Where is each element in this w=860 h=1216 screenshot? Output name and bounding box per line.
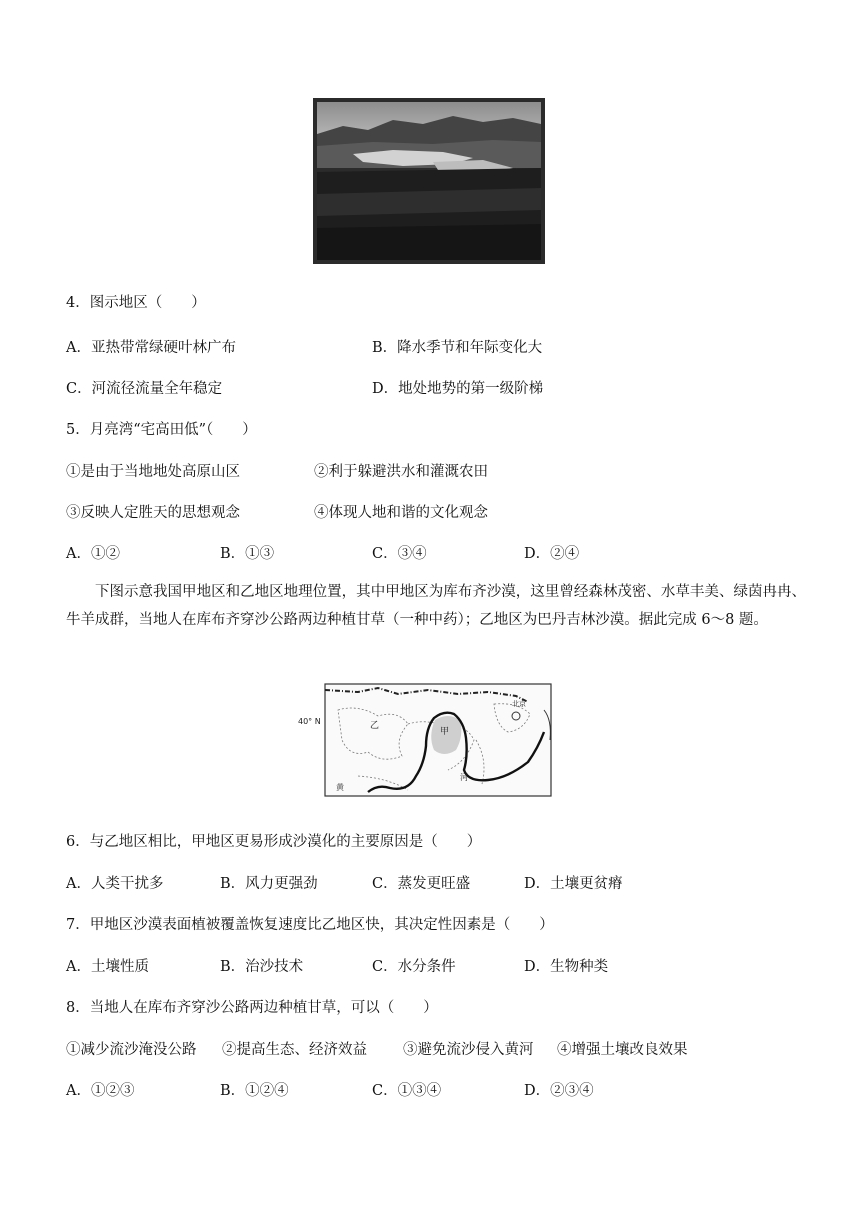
q7-option-b[interactable]: B．治沙技术	[220, 959, 304, 975]
river-huang-label: 黄	[336, 783, 344, 792]
q5-option-a[interactable]: A．①②	[66, 546, 120, 562]
q4-option-b[interactable]: B．降水季节和年际变化大	[372, 340, 543, 356]
landscape-photo	[313, 98, 545, 264]
question-7-stem: 7．甲地区沙漠表面植被覆盖恢复速度比乙地区快，其决定性因素是（ ）	[66, 917, 554, 933]
q4-option-a[interactable]: A．亚热带常绿硬叶林广布	[66, 340, 236, 356]
beijing-label: 北京	[512, 700, 526, 708]
q5-option-b[interactable]: B．①③	[220, 546, 275, 562]
q8-statement-3: ③避免流沙侵入黄河	[403, 1042, 534, 1058]
q5-statement-4: ④体现人地和谐的文化观念	[314, 505, 488, 521]
region-jia-label: 甲	[440, 727, 450, 737]
river-he-label: 河	[460, 773, 468, 782]
q6-option-a[interactable]: A．人类干扰多	[66, 876, 164, 892]
q6-option-c[interactable]: C．蒸发更旺盛	[372, 876, 471, 892]
q5-statement-1: ①是由于当地地处高原山区	[66, 464, 240, 480]
q5-option-d[interactable]: D．②④	[524, 546, 580, 562]
q4-option-d[interactable]: D．地处地势的第一级阶梯	[372, 381, 544, 397]
q7-option-d[interactable]: D．生物种类	[524, 959, 609, 975]
q5-statement-2: ②利于躲避洪水和灌溉农田	[314, 464, 488, 480]
q8-option-a[interactable]: A．①②③	[66, 1083, 135, 1099]
question-5-stem: 5．月亮湾“宅高田低”（ ）	[66, 422, 257, 438]
q5-statement-3: ③反映人定胜天的思想观念	[66, 505, 240, 521]
q6-option-d[interactable]: D．土壤更贫瘠	[524, 876, 623, 892]
q8-statement-4: ④增强土壤改良效果	[557, 1042, 688, 1058]
passage-text: 下图示意我国甲地区和乙地区地理位置，其中甲地区为库布齐沙漠，这里曾经森林茂密、水草丰美、绿茵冉冉、牛羊成群，当地人在库布齐穿沙公路两边种植甘草（一种中药）；乙地区为巴丹吉林沙漠。据此完成 6～8 题。	[66, 584, 806, 628]
q4-option-c[interactable]: C．河流径流量全年稳定	[66, 381, 223, 397]
q7-option-c[interactable]: C．水分条件	[372, 959, 456, 975]
q8-option-b[interactable]: B．①②④	[220, 1083, 289, 1099]
location-map	[298, 680, 554, 798]
q8-statement-2: ②提高生态、经济效益	[222, 1042, 367, 1058]
question-8-stem: 8．当地人在库布齐穿沙公路两边种植甘草，可以（ ）	[66, 1000, 438, 1016]
q5-option-c[interactable]: C．③④	[372, 546, 427, 562]
latitude-label: 40° N	[298, 717, 321, 726]
q8-statement-1: ①减少流沙淹没公路	[66, 1042, 197, 1058]
q7-option-a[interactable]: A．土壤性质	[66, 959, 149, 975]
q8-option-d[interactable]: D．②③④	[524, 1083, 594, 1099]
q6-option-b[interactable]: B．风力更强劲	[220, 876, 318, 892]
question-6-stem: 6．与乙地区相比，甲地区更易形成沙漠化的主要原因是（ ）	[66, 834, 482, 850]
question-4-stem: 4．图示地区（ ）	[66, 295, 206, 311]
region-yi-label: 乙	[370, 721, 380, 731]
q8-option-c[interactable]: C．①③④	[372, 1083, 442, 1099]
